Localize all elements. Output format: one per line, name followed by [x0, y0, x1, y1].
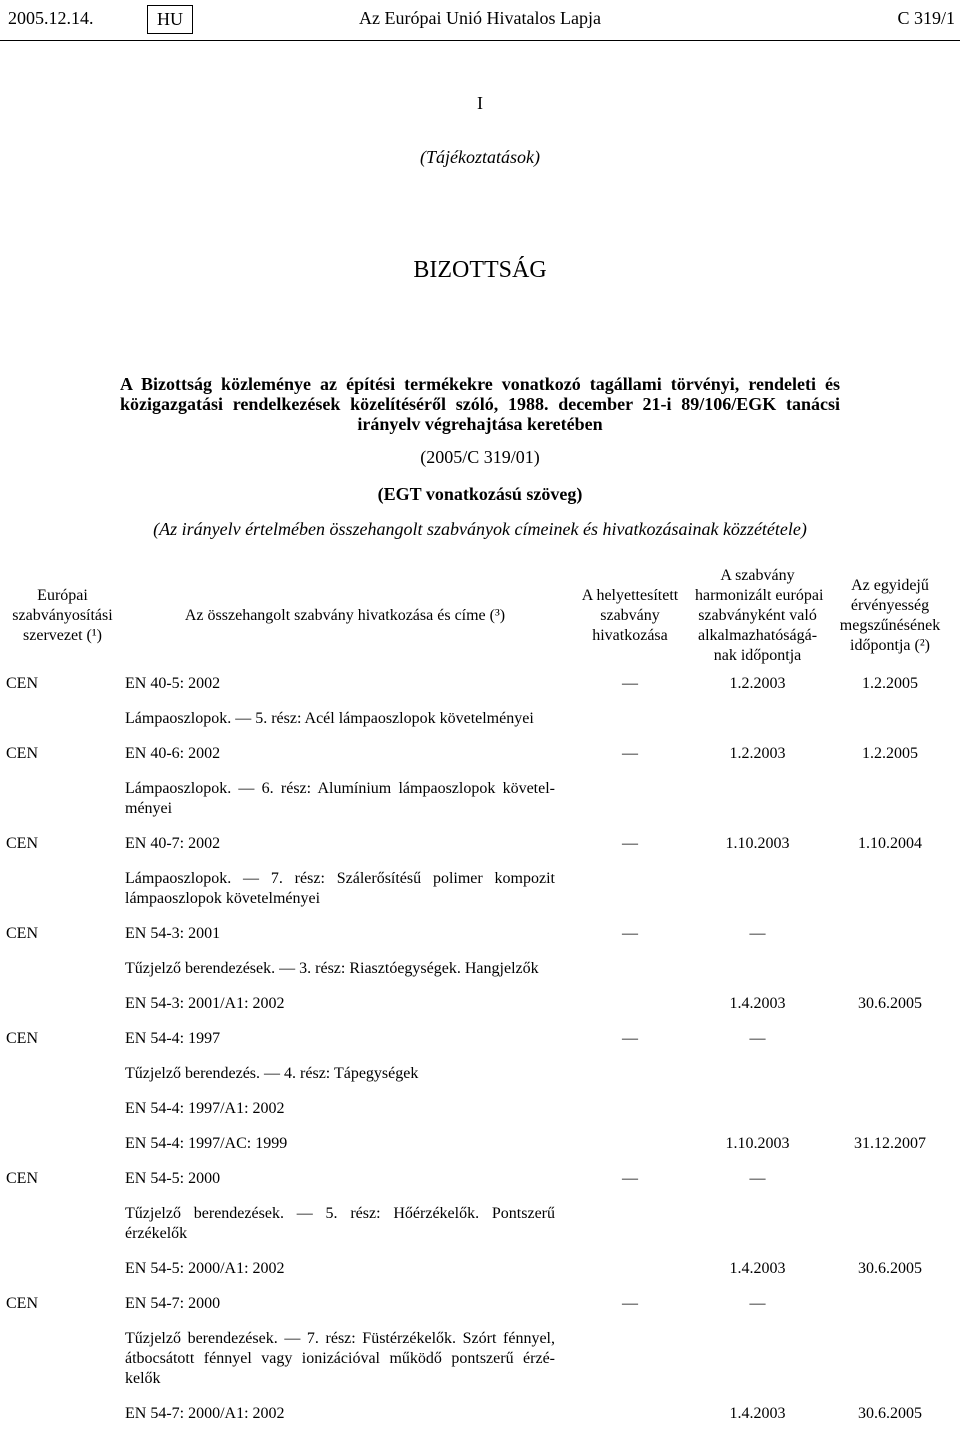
- column-header-coexistence-end-date: [820, 576, 960, 656]
- applicability-date-cell: [695, 709, 820, 729]
- organisation-cell: [0, 1404, 125, 1424]
- standard-reference: [125, 744, 565, 764]
- standard-reference-row: [0, 1294, 960, 1314]
- applicability-date-cell: 1.4.2003: [729, 1405, 786, 1422]
- column-header-line: nak időpontja: [713, 647, 802, 664]
- standard-reference-line: EN 40-5: 2002: [125, 675, 221, 692]
- standards-table-body: [0, 674, 960, 1431]
- document-title: [120, 374, 840, 434]
- amendment-reference-line: EN 54-5: 2000/A1: 2002: [125, 1260, 285, 1277]
- applicability-date-cell: 1.10.2003: [725, 835, 790, 852]
- superseded-standard-cell: —: [622, 1170, 638, 1187]
- column-header-line: harmonizált európai: [695, 587, 824, 604]
- part-title: (Tájékoztatások): [420, 147, 540, 167]
- organisation-cell: CEN: [6, 1295, 38, 1312]
- superseded-standard-cell: —: [622, 745, 638, 762]
- applicability-date-cell: —: [749, 925, 766, 942]
- standard-reference: [125, 924, 565, 944]
- organisation-cell: [0, 779, 125, 819]
- standard-reference: [125, 1029, 565, 1049]
- standard-title: [125, 959, 565, 979]
- superseded-standard-cell: [565, 709, 695, 729]
- column-header-applicability-date: [695, 566, 824, 666]
- amendment-reference: [125, 994, 565, 1014]
- eea-relevance-note: (EGT vonatkozású szöveg): [377, 484, 583, 504]
- standard-reference-line: EN 40-7: 2002: [125, 835, 221, 852]
- standard-title-line: kelők: [125, 1370, 161, 1387]
- standard-title-line: Tűzjelző berendezések. — 3. rész: Riasztóegységek. Hangjelzők: [125, 960, 539, 977]
- institution-heading: BIZOTTSÁG: [413, 257, 547, 283]
- applicability-date-cell: 1.2.2003: [729, 745, 786, 762]
- applicability-date-cell: —: [749, 1295, 766, 1312]
- standard-reference-row: [0, 834, 960, 854]
- coexistence-end-date-cell: 30.6.2005: [858, 1260, 922, 1277]
- organisation-cell: [0, 1099, 125, 1119]
- coexistence-end-date-cell: [820, 869, 960, 909]
- column-header-line: időpontja (²): [850, 637, 930, 654]
- amendment-reference-line: EN 54-7: 2000/A1: 2002: [125, 1405, 285, 1422]
- standard-title-row: [0, 1329, 960, 1389]
- superseded-standard-cell: [565, 1134, 695, 1154]
- standard-title-line: átbocsátott fénnyel vagy ionizációval működő pontszerű érzé-: [125, 1350, 555, 1367]
- organisation-cell: [0, 1204, 125, 1244]
- column-header-line: szabvány: [600, 607, 660, 624]
- column-header-line: A szabvány: [720, 567, 795, 584]
- coexistence-end-date-cell: [820, 959, 960, 979]
- applicability-date-cell: —: [749, 1030, 766, 1047]
- amendment-reference: [125, 1404, 565, 1424]
- organisation-cell: [0, 1064, 125, 1084]
- coexistence-end-date-cell: 1.2.2005: [862, 745, 918, 762]
- column-header-line: A helyettesített: [581, 587, 679, 604]
- standard-reference: [125, 674, 565, 694]
- part-number: I: [477, 93, 483, 113]
- coexistence-end-date-cell: [820, 924, 960, 944]
- amendment-reference-row: [0, 994, 960, 1014]
- organisation-cell: CEN: [6, 675, 38, 692]
- standard-title: [125, 779, 565, 819]
- standard-row: [0, 924, 960, 1014]
- applicability-date-cell: [695, 1329, 820, 1389]
- coexistence-end-date-cell: [820, 1169, 960, 1189]
- coexistence-end-date-cell: 1.2.2005: [862, 675, 918, 692]
- standard-title-row: [0, 709, 960, 729]
- superseded-standard-cell: —: [622, 1030, 638, 1047]
- column-header-organisation: [0, 586, 125, 646]
- applicability-date-cell: [695, 1064, 820, 1084]
- column-header-line: Az összehangolt szabvány hivatkozása és címe (³): [184, 607, 506, 624]
- journal-title: Az Európai Unió Hivatalos Lapja: [359, 8, 601, 28]
- column-header-line: érvényesség: [850, 597, 930, 614]
- standard-reference-row: [0, 674, 960, 694]
- coexistence-end-date-cell: [820, 1204, 960, 1244]
- standard-reference: [125, 834, 565, 854]
- standard-title: [125, 1064, 565, 1084]
- superseded-standard-cell: —: [622, 1295, 638, 1312]
- standard-reference-line: EN 54-4: 1997: [125, 1030, 221, 1047]
- applicability-date-cell: 1.4.2003: [729, 995, 786, 1012]
- amendment-reference-line: EN 54-3: 2001/A1: 2002: [125, 995, 285, 1012]
- organisation-cell: [0, 709, 125, 729]
- column-header-line: szervezet (¹): [23, 627, 102, 644]
- superseded-standard-cell: [565, 1259, 695, 1279]
- header-rule: [0, 40, 960, 41]
- superseded-standard-cell: [565, 994, 695, 1014]
- standard-reference-row: [0, 1169, 960, 1189]
- coexistence-end-date-cell: [820, 1029, 960, 1049]
- standard-title-row: [0, 1204, 960, 1244]
- standard-row: [0, 834, 960, 909]
- standard-title-line: Lámpaoszlopok. — 6. rész: Alumínium lámpaoszlopok követel-: [125, 780, 555, 797]
- standard-reference-row: [0, 744, 960, 764]
- column-header-line: szabványként való: [698, 607, 817, 624]
- organisation-cell: [0, 1134, 125, 1154]
- superseded-standard-cell: [565, 779, 695, 819]
- column-header-line: szabványosítási: [12, 607, 113, 624]
- standard-reference-row: [0, 1029, 960, 1049]
- superseded-standard-cell: —: [622, 675, 638, 692]
- standard-title-row: [0, 869, 960, 909]
- applicability-date-cell: 1.2.2003: [729, 675, 786, 692]
- standard-row: [0, 1029, 960, 1154]
- standard-title: [125, 709, 565, 729]
- applicability-date-cell: [695, 869, 820, 909]
- standard-row: [0, 1294, 960, 1424]
- column-header-standard-reference: [125, 606, 565, 626]
- amendment-reference: [125, 1259, 565, 1279]
- organisation-cell: [0, 994, 125, 1014]
- coexistence-end-date-cell: 30.6.2005: [858, 995, 922, 1012]
- standard-title: [125, 869, 565, 909]
- coexistence-end-date-cell: [820, 1064, 960, 1084]
- standard-title-row: [0, 959, 960, 979]
- amendment-reference-row: [0, 1259, 960, 1279]
- standard-title-line: Tűzjelző berendezések. — 5. rész: Hőérzékelők. Pontszerű: [125, 1205, 555, 1222]
- amendment-reference-row: [0, 1099, 960, 1119]
- superseded-standard-cell: [565, 1329, 695, 1389]
- document-number: (2005/C 319/01): [420, 447, 540, 467]
- standard-reference-row: [0, 924, 960, 944]
- column-header-line: hivatkozása: [592, 627, 668, 644]
- superseded-standard-cell: [565, 1404, 695, 1424]
- organisation-cell: CEN: [6, 745, 38, 762]
- standard-reference-line: EN 54-5: 2000: [125, 1170, 221, 1187]
- column-header-line: Az egyidejű: [851, 577, 929, 594]
- coexistence-end-date-cell: [820, 1294, 960, 1314]
- standard-row: [0, 1169, 960, 1279]
- applicability-date-cell: —: [749, 1170, 766, 1187]
- column-header-line: Európai: [37, 587, 88, 604]
- column-header-line: megszűnésének: [839, 617, 941, 634]
- standard-reference-line: EN 54-7: 2000: [125, 1295, 221, 1312]
- column-header-line: alkalmazhatóságá-: [697, 627, 818, 644]
- superseded-standard-cell: [565, 1064, 695, 1084]
- standard-title-line: Lámpaoszlopok. — 7. rész: Szálerősítésű polimer kompozit: [125, 870, 555, 887]
- applicability-date-cell: [695, 779, 820, 819]
- superseded-standard-cell: —: [622, 925, 638, 942]
- superseded-standard-cell: [565, 869, 695, 909]
- organisation-cell: CEN: [6, 925, 38, 942]
- standard-row: [0, 674, 960, 729]
- title-line: közigazgatási rendelkezések közelítéséről szóló, 1988. december 21-i 89/106/EGK tanácsi: [120, 394, 840, 414]
- standard-title-line: Lámpaoszlopok. — 5. rész: Acél lámpaoszlopok követelményei: [125, 710, 534, 727]
- organisation-cell: [0, 959, 125, 979]
- document-subtitle: (Az irányelv értelmében összehangolt szabványok címeinek és hivatkozásainak közzététele): [153, 519, 807, 539]
- standard-reference-line: EN 40-6: 2002: [125, 745, 221, 762]
- amendment-reference-line: EN 54-4: 1997/A1: 2002: [125, 1100, 285, 1117]
- superseded-standard-cell: [565, 1099, 695, 1119]
- applicability-date-cell: 1.10.2003: [725, 1135, 790, 1152]
- coexistence-end-date-cell: [820, 1329, 960, 1389]
- organisation-cell: [0, 869, 125, 909]
- title-line: irányelv végrehajtása keretében: [357, 414, 603, 434]
- superseded-standard-cell: [565, 1204, 695, 1244]
- amendment-reference-line: EN 54-4: 1997/AC: 1999: [125, 1135, 288, 1152]
- standard-title-line: Tűzjelző berendezés. — 4. rész: Tápegységek: [125, 1065, 419, 1082]
- standard-reference: [125, 1294, 565, 1314]
- applicability-date-cell: [695, 1204, 820, 1244]
- coexistence-end-date-cell: [820, 1099, 960, 1119]
- standard-row: [0, 744, 960, 819]
- standard-reference: [125, 1169, 565, 1189]
- language-code-badge: HU: [147, 5, 193, 34]
- title-line: A Bizottság közleménye az építési termékekre vonatkozó tagállami törvényi, rendeleti és: [120, 374, 840, 394]
- standard-title: [125, 1329, 565, 1389]
- standard-title-row: [0, 1064, 960, 1084]
- standard-title: [125, 1204, 565, 1244]
- standard-title-line: ményei: [125, 800, 173, 817]
- applicability-date-cell: 1.4.2003: [729, 1260, 786, 1277]
- publication-date: 2005.12.14.: [8, 8, 94, 28]
- amendment-reference: [125, 1134, 565, 1154]
- organisation-cell: [0, 1259, 125, 1279]
- coexistence-end-date-cell: [820, 709, 960, 729]
- superseded-standard-cell: [565, 959, 695, 979]
- standard-title-line: érzékelők: [125, 1225, 188, 1242]
- amendment-reference-row: [0, 1134, 960, 1154]
- amendment-reference: [125, 1099, 565, 1119]
- standard-reference-line: EN 54-3: 2001: [125, 925, 221, 942]
- coexistence-end-date-cell: [820, 779, 960, 819]
- amendment-reference-row: [0, 1404, 960, 1424]
- organisation-cell: CEN: [6, 1170, 38, 1187]
- column-header-superseded-standard: [565, 586, 695, 646]
- coexistence-end-date-cell: 31.12.2007: [854, 1135, 926, 1152]
- standard-title-line: Tűzjelző berendezések. — 7. rész: Füstérzékelők. Szórt fénnyel,: [125, 1330, 555, 1347]
- standard-title-row: [0, 779, 960, 819]
- page-reference: C 319/1: [897, 8, 955, 28]
- coexistence-end-date-cell: 30.6.2005: [858, 1405, 922, 1422]
- applicability-date-cell: [695, 959, 820, 979]
- superseded-standard-cell: —: [622, 835, 638, 852]
- standard-title-line: lámpaoszlopok követelményei: [125, 890, 321, 907]
- table-header: [0, 566, 960, 666]
- organisation-cell: [0, 1329, 125, 1389]
- applicability-date-cell: [695, 1099, 820, 1119]
- organisation-cell: CEN: [6, 835, 38, 852]
- organisation-cell: CEN: [6, 1030, 38, 1047]
- coexistence-end-date-cell: 1.10.2004: [858, 835, 922, 852]
